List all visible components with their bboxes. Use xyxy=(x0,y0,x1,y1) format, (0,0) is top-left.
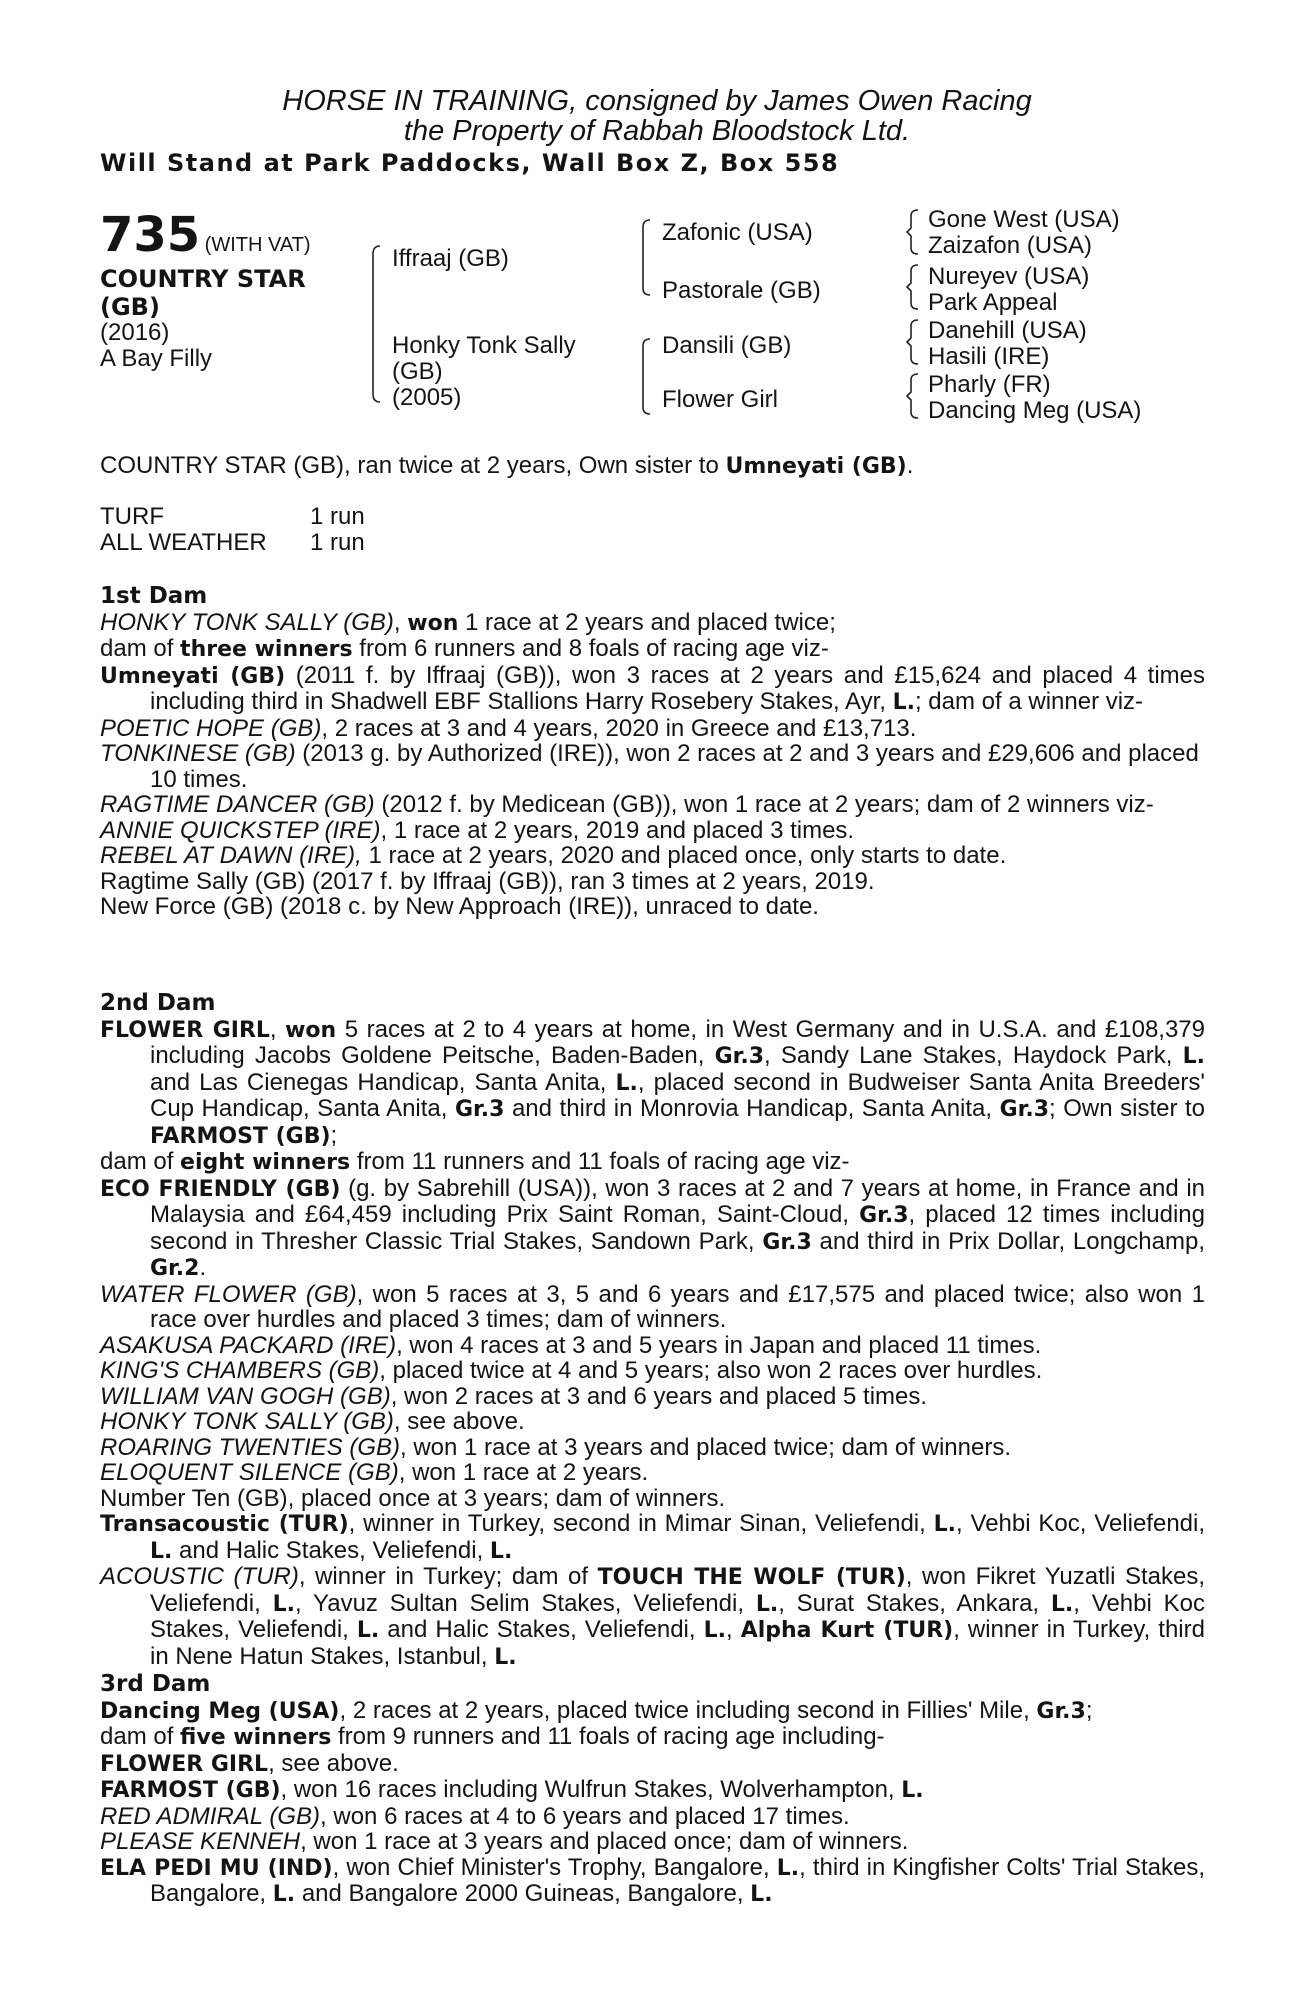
produce-ragtime-dancer xyxy=(100,792,1205,818)
text: , won 16 races including Wulfrun Stakes, Wolverhampton, xyxy=(280,1776,902,1803)
gen3-7: Pharly (FR) xyxy=(928,371,1051,398)
bracket-flower-girl xyxy=(906,372,920,422)
won-word: won xyxy=(285,1017,337,1043)
second-dam-section xyxy=(100,991,1205,1670)
first-dam-name: HONKY TONK SALLY (GB) xyxy=(100,608,394,636)
summary-bold: Umneyati (GB) xyxy=(725,454,907,479)
text: , 2 races at 3 and 4 years, 2020 in Greece and £13,713. xyxy=(321,714,917,742)
race-record xyxy=(100,504,365,555)
text: , 1 race at 2 years, 2019 and placed 3 times. xyxy=(380,816,855,844)
grade: Gr.3 xyxy=(859,1203,909,1228)
first-dam-intro xyxy=(100,610,1205,637)
bracket-dansili xyxy=(906,318,920,368)
horse-name: RAGTIME DANCER (GB) xyxy=(100,791,375,818)
listed: L. xyxy=(150,1538,173,1564)
summary-end: . xyxy=(906,452,914,479)
text: , third in Kingfisher Colts' Trial Stakes, Bangalore, xyxy=(150,1853,1205,1907)
horse-name: FARMOST (GB) xyxy=(100,1778,281,1803)
third-dam-produce xyxy=(100,1724,1205,1751)
horse-name xyxy=(100,265,306,321)
listed: L. xyxy=(933,1512,957,1537)
dam-dam: Flower Girl xyxy=(662,386,779,413)
horse-name: ELA PEDI MU (IND) xyxy=(100,1855,333,1881)
horse-name: FARMOST (GB) xyxy=(150,1123,331,1149)
horse-name: TOUCH THE WOLF (TUR) xyxy=(597,1565,906,1590)
turf-label: TURF xyxy=(100,503,164,530)
text: , won Chief Minister's Trophy, Bangalore, xyxy=(332,1853,777,1881)
horse-name: WATER FLOWER (GB) xyxy=(100,1280,357,1308)
first-dam-section xyxy=(100,584,1205,920)
horse-name: Dancing Meg (USA) xyxy=(100,1698,340,1724)
text: 1 race at 2 years, 2020 and placed once, only starts to date. xyxy=(361,842,1007,869)
won-word: won xyxy=(407,610,459,636)
foaling-year: (2016) xyxy=(100,319,170,346)
turf-row xyxy=(100,504,365,530)
text: (2013 g. by Authorized (IRE)), won 2 races at 2 and 3 years and £29,606 and placed 10 times. xyxy=(150,740,1199,793)
text: , Sandy Lane Stakes, Haydock Park, xyxy=(764,1042,1183,1069)
damof-a: dam of xyxy=(100,1723,181,1750)
first-dam-heading: 1st Dam xyxy=(100,583,208,609)
text: , Surat Stakes, Ankara, xyxy=(778,1589,1051,1617)
intro-rest: 1 race at 2 years and placed twice; xyxy=(458,608,836,636)
horse-name-line2: (GB) xyxy=(100,293,160,321)
text: , xyxy=(726,1616,741,1643)
horse-name: ECO FRIENDLY (GB) xyxy=(100,1176,341,1202)
produce-water-flower xyxy=(100,1282,1205,1333)
produce-annie-quickstep xyxy=(100,818,1205,844)
text: ; Own sister to xyxy=(1049,1095,1206,1122)
horse-name: TONKINESE (GB) xyxy=(100,740,296,767)
horse-name: ROARING TWENTIES (GB) xyxy=(100,1433,400,1461)
turf-value: 1 run xyxy=(310,503,365,530)
listed: L. xyxy=(356,1618,380,1643)
third-dam-section xyxy=(100,1672,1205,1908)
produce-please-kenneh xyxy=(100,1829,1205,1855)
listed: L. xyxy=(1050,1591,1074,1617)
text: (2011 f. by Iffraaj (GB)), won 3 races at 2 years and £15,624 and placed 4 times including third in Shadwell EBF Stallions Harry Rosebery Stakes, Ayr, xyxy=(150,661,1205,715)
text: , won 5 races at 3, 5 and 6 years and £17,575 and placed twice; also won 1 race over hurdles and placed 3 times; dam of winners. xyxy=(150,1280,1206,1333)
text: , Yavuz Sultan Selim Stakes, Veliefendi, xyxy=(294,1589,756,1617)
produce-rebel-at-dawn xyxy=(100,843,1205,869)
text: , Vehbi Koc Stakes, Veliefendi, xyxy=(150,1589,1205,1643)
listed: L. xyxy=(489,1538,513,1564)
produce-number-ten: Number Ten (GB), placed once at 3 years; dam of winners. xyxy=(100,1484,726,1512)
produce-umneyati xyxy=(100,663,1205,716)
dam-line1: Honky Tonk Sally xyxy=(392,332,576,359)
text: , winner in Turkey, third in Nene Hatun Stakes, Istanbul, xyxy=(150,1616,1205,1670)
horse-name: RED ADMIRAL (GB) xyxy=(100,1802,321,1830)
text: , winner in Turkey, second in Mimar Sinan, Veliefendi, xyxy=(348,1510,934,1537)
lot-number: 735 xyxy=(100,207,201,263)
grade: Gr.3 xyxy=(1036,1698,1086,1724)
listed: L. xyxy=(272,1882,296,1907)
gen3-5: Danehill (USA) xyxy=(928,317,1087,344)
gen3-6: Hasili (IRE) xyxy=(928,343,1050,370)
horse-name: WILLIAM VAN GOGH (GB) xyxy=(100,1382,391,1410)
dam-sire: Dansili (GB) xyxy=(662,332,792,359)
damof-a: dam of xyxy=(100,635,181,662)
produce-ela-pedi-mu xyxy=(100,1855,1205,1908)
damof-b: eight winners xyxy=(180,1150,351,1175)
listed: L. xyxy=(750,1882,773,1907)
produce-asakusa-packard xyxy=(100,1333,1205,1359)
property-line: the Property of Rabbah Bloodstock Ltd. xyxy=(403,115,911,147)
produce-roaring-twenties xyxy=(100,1435,1205,1461)
produce-flower-girl xyxy=(100,1751,1205,1778)
horse-name: FLOWER GIRL xyxy=(100,1017,270,1043)
listed: L. xyxy=(901,1778,924,1803)
grade: Gr.3 xyxy=(714,1044,765,1069)
text: , Vehbi Koc, Veliefendi, xyxy=(956,1510,1206,1537)
summary-text: COUNTRY STAR (GB), ran twice at 2 years, Own sister to xyxy=(100,452,726,479)
text: ; dam of a winner viz- xyxy=(914,688,1144,715)
horse-name: POETIC HOPE (GB) xyxy=(100,714,322,742)
damof-c: from 9 runners and 11 foals of racing age including- xyxy=(331,1723,885,1750)
horse-name: ACOUSTIC (TUR) xyxy=(100,1563,299,1590)
horse-name: PLEASE KENNEH xyxy=(100,1828,301,1855)
produce-acoustic xyxy=(100,1564,1205,1670)
first-dam-produce xyxy=(100,636,1205,663)
third-dam-intro xyxy=(100,1698,1205,1725)
listed: L. xyxy=(776,1855,800,1881)
sire: Iffraaj (GB) xyxy=(392,245,509,272)
grade: Gr.3 xyxy=(762,1229,812,1255)
text: (2012 f. by Medicean (GB)), won 1 race at 2 years; dam of 2 winners viz- xyxy=(374,791,1154,818)
text: ; xyxy=(330,1121,338,1149)
produce-red-admiral xyxy=(100,1804,1205,1830)
text: , won 1 race at 2 years. xyxy=(398,1459,649,1486)
text: and Halic Stakes, Veliefendi, xyxy=(172,1536,490,1564)
gen3-8: Dancing Meg (USA) xyxy=(928,397,1142,424)
text: 5 races at 2 to 4 years at home, in West Germany and in U.S.A. and £108,379 including Jacobs Goldene Peitsche, Baden-Baden, xyxy=(150,1015,1205,1069)
second-dam-intro xyxy=(100,1017,1205,1150)
text: , 2 races at 2 years, placed twice including second in Fillies' Mile, xyxy=(339,1696,1037,1724)
listed: L. xyxy=(755,1591,779,1617)
sire-dam-bracket xyxy=(368,244,382,404)
text: , placed second in Budweiser Santa Anita Breeders' Cup Handicap, Santa Anita, xyxy=(150,1068,1205,1122)
gen3-1: Gone West (USA) xyxy=(928,206,1120,233)
horse-name: KING'S CHAMBERS (GB) xyxy=(100,1357,380,1384)
produce-kings-chambers xyxy=(100,1358,1205,1384)
grade: Gr.3 xyxy=(999,1097,1050,1122)
text: , won Fikret Yuzatli Stakes, Veliefendi, xyxy=(150,1563,1206,1617)
horse-name: HONKY TONK SALLY (GB) xyxy=(100,1408,394,1435)
horse-name: ANNIE QUICKSTEP (IRE) xyxy=(100,816,381,844)
summary-line xyxy=(100,453,913,480)
produce-honky-tonk-sally xyxy=(100,1409,1205,1435)
damof-a: dam of xyxy=(100,1148,181,1175)
horse-name: Transacoustic (TUR) xyxy=(100,1512,349,1537)
produce-eco-friendly xyxy=(100,1176,1205,1282)
text: , placed 12 times including second in Thresher Classic Trial Stakes, Sandown Park, xyxy=(150,1201,1205,1255)
vat-note: (WITH VAT) xyxy=(204,234,311,256)
text: (g. by Sabrehill (USA)), won 3 races at 2 and 7 years at home, in France and in Malaysia and £64,459 including Prix Saint Roman, Saint-Cloud, xyxy=(150,1174,1205,1228)
sire-bracket xyxy=(638,218,652,298)
listed: L. xyxy=(703,1618,726,1643)
listed: L. xyxy=(892,690,915,715)
gen3-2: Zaizafon (USA) xyxy=(928,232,1093,259)
produce-transacoustic xyxy=(100,1511,1205,1564)
lot-heading xyxy=(100,207,311,263)
text: and third in Prix Dollar, Longchamp, xyxy=(811,1227,1205,1255)
text: ; xyxy=(1085,1696,1093,1724)
text: and third in Monrovia Handicap, Santa Anita, xyxy=(504,1095,1000,1122)
produce-farmost xyxy=(100,1777,1205,1804)
listed: L. xyxy=(1182,1044,1206,1069)
damof-b: five winners xyxy=(180,1725,332,1750)
text: and Las Cienegas Handicap, Santa Anita, xyxy=(150,1068,616,1096)
dam xyxy=(392,333,576,411)
sep: , xyxy=(269,1015,286,1043)
dam-line2: (GB) xyxy=(392,358,443,385)
second-dam-produce xyxy=(100,1149,1205,1176)
produce-eloquent-silence xyxy=(100,1460,1205,1486)
horse-name: Alpha Kurt (TUR) xyxy=(740,1618,954,1643)
text: and Halic Stakes, Veliefendi, xyxy=(379,1616,704,1643)
stand-line: Will Stand at Park Paddocks, Wall Box Z, Box 558 xyxy=(100,149,840,177)
dam-line3: (2005) xyxy=(392,384,462,411)
text: and Bangalore 2000 Guineas, Bangalore, xyxy=(295,1880,751,1907)
text: , won 1 race at 3 years and placed twice; dam of winners. xyxy=(400,1433,1011,1461)
horse-name: FLOWER GIRL xyxy=(100,1751,269,1777)
aw-value: 1 run xyxy=(310,528,365,556)
grade: Gr.3 xyxy=(454,1097,505,1122)
text: , see above. xyxy=(268,1749,399,1777)
bracket-pastorale xyxy=(906,263,920,313)
text: , won 4 races at 3 and 5 years in Japan and placed 11 times. xyxy=(396,1331,1042,1359)
bracket-zafonic xyxy=(906,208,920,258)
damof-c: from 6 runners and 8 foals of racing age viz- xyxy=(352,635,829,662)
second-dam-heading: 2nd Dam xyxy=(100,990,216,1016)
text: . xyxy=(199,1254,207,1281)
aw-label: ALL WEATHER xyxy=(100,528,267,556)
text: , won 1 race at 3 years and placed once; dam of winners. xyxy=(300,1828,909,1855)
produce-william-van-gogh xyxy=(100,1384,1205,1410)
consignor-line: HORSE IN TRAINING, consigned by James Owen Racing xyxy=(282,85,1032,117)
produce-ragtime-sally: Ragtime Sally (GB) (2017 f. by Iffraaj (GB)), ran 3 times at 2 years, 2019. xyxy=(100,867,875,895)
text: , won 6 races at 4 to 6 years and placed 17 times. xyxy=(320,1802,850,1830)
listed: L. xyxy=(272,1591,295,1617)
grade: Gr.2 xyxy=(150,1256,200,1281)
horse-name: Umneyati (GB) xyxy=(100,663,286,689)
horse-name: REBEL AT DAWN (IRE), xyxy=(100,842,362,869)
sep: , xyxy=(393,608,408,636)
listed: L. xyxy=(615,1070,638,1096)
horse-description: A Bay Filly xyxy=(100,345,213,372)
produce-poetic-hope xyxy=(100,716,1205,742)
sire-sire: Zafonic (USA) xyxy=(662,219,813,246)
horse-name: ELOQUENT SILENCE (GB) xyxy=(100,1459,399,1486)
produce-tonkinese xyxy=(100,741,1205,792)
dam-bracket xyxy=(638,337,652,417)
horse-name-line1: COUNTRY STAR xyxy=(100,265,306,293)
gen3-4: Park Appeal xyxy=(928,289,1058,316)
third-dam-heading: 3rd Dam xyxy=(100,1671,211,1697)
text: , see above. xyxy=(393,1408,525,1435)
gen3-3: Nureyev (USA) xyxy=(928,263,1090,290)
text: , won 2 races at 3 and 6 years and placed 5 times. xyxy=(390,1382,928,1410)
damof-c: from 11 runners and 11 foals of racing age viz- xyxy=(350,1148,850,1175)
horse-name: ASAKUSA PACKARD (IRE) xyxy=(100,1331,397,1359)
text: , winner in Turkey; dam of xyxy=(298,1563,598,1590)
listed: L. xyxy=(494,1644,517,1670)
text: , placed twice at 4 and 5 years; also won 2 races over hurdles. xyxy=(379,1357,1043,1384)
produce-new-force: New Force (GB) (2018 c. by New Approach (IRE)), unraced to date. xyxy=(100,893,819,920)
sire-dam: Pastorale (GB) xyxy=(662,277,821,304)
damof-b: three winners xyxy=(180,637,353,662)
aw-row xyxy=(100,530,365,556)
